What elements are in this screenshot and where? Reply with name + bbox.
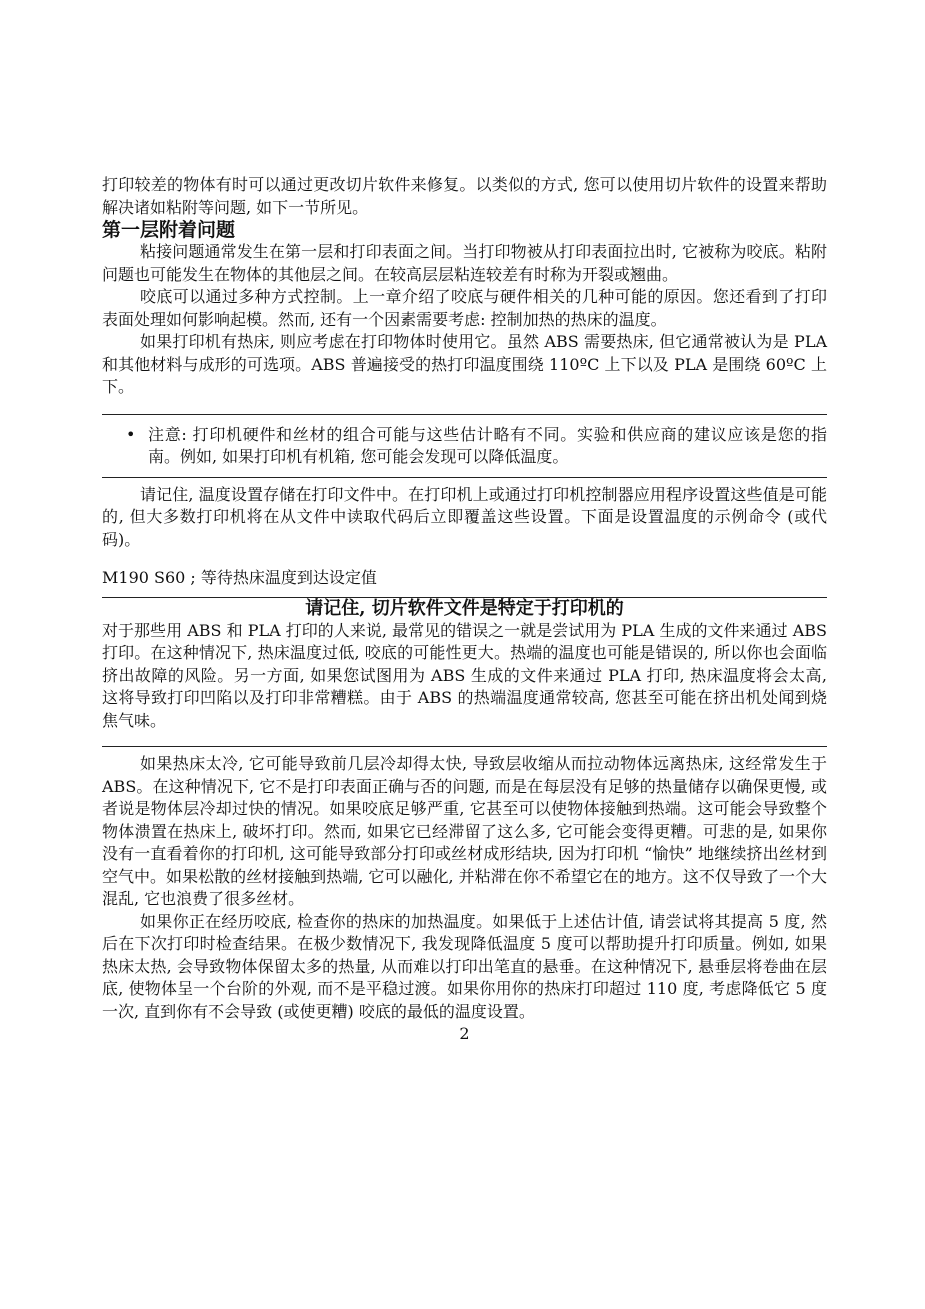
closing-paragraph-1: 如果热床太冷, 它可能导致前几层冷却得太快, 导致层收缩从而拉动物体远离热床, 这经常发生于 ABS。在这种情况下, 它不是打印表面正确与否的问题, 而是在每层没有足够的热量储存以确保更慢, 或者说是物体层冷却过快的情况。如果咬底足够严重, 它甚至可以使物体接触到热端。这可能会导致整个物体溃置在热床上, 破坏打印。然而, 如果它已经滞留了这么多, 它可能会变得更糟。可悲的是, 如果你没有一直看着你的打印机, 这可能导致部分打印或丝材成形结块, 因为打印机 “愉快” 地继续挤出丝材到空气中。如果松散的丝材接触到热端, 它可以融化, 并粘滞在你不希望它在的地方。这不仅导致了一个大混乱, 它也浪费了很多丝材。 xyxy=(102,754,827,908)
intro-paragraph: 打印较差的物体有时可以通过更改切片软件来修复。以类似的方式, 您可以使用切片软件的设置来帮助解决诸如粘附等问题, 如下一节所见。 xyxy=(102,175,827,217)
gcode-example: M190 S60 ; 等待热床温度到达设定值 xyxy=(102,568,377,587)
bullet-icon: • xyxy=(126,424,136,444)
note-box xyxy=(102,415,827,477)
callout-title: 请记住, 切片软件文件是特定于打印机的 xyxy=(305,597,624,619)
body-paragraph-1: 粘接问题通常发生在第一层和打印表面之间。当打印物被从打印表面拉出时, 它被称为咬底。粘附问题也可能发生在物体的其他层之间。在较高层层粘连较差有时称为开裂或翘曲。 xyxy=(102,242,827,284)
body-paragraph-3: 如果打印机有热床, 则应考虑在打印物体时使用它。虽然 ABS 需要热床, 但它通常被认为是 PLA 和其他材料与成形的可选项。ABS 普遍接受的热打印温度围绕 110ºC 上下以及 PLA 是围绕 60ºC 上下。 xyxy=(102,332,827,396)
page-number: 2 xyxy=(459,1024,470,1043)
settings-paragraph: 请记住, 温度设置存储在打印文件中。在打印机上或通过打印机控制器应用程序设置这些值是可能的, 但大多数打印机将在从文件中读取代码后立即覆盖这些设置。下面是设置温度的示例命令 (或代码)。 xyxy=(102,484,827,549)
document-page xyxy=(102,174,827,1045)
note-text: 注意: 打印机硬件和丝材的组合可能与这些估计略有不同。实验和供应商的建议应该是您的指南。例如, 如果打印机有机箱, 您可能会发现可以降低温度。 xyxy=(148,424,827,466)
callout-paragraph: 对于那些用 ABS 和 PLA 打印的人来说, 最常见的错误之一就是尝试用为 PLA 生成的文件来通过 ABS 打印。在这种情况下, 热床温度过低, 咬底的可能性更大。热端的温度也可能是错误的, 所以你也会面临挤出故障的风险。另一方面, 如果您试图用为 ABS 生成的文件来通过 PLA 打印, 热床温度将会太高, 这将导致打印凹陷以及打印非常糟糕。由于 ABS 的热端温度通常较高, 您甚至可能在挤出机处闻到烧焦气味。 xyxy=(102,620,827,730)
note-item xyxy=(126,424,827,469)
section-heading: 第一层附着问题 xyxy=(102,219,236,241)
note-list xyxy=(102,424,827,469)
body-paragraph-2: 咬底可以通过多种方式控制。上一章介绍了咬底与硬件相关的几种可能的原因。您还看到了打印表面处理如何影响起模。然而, 还有一个因素需要考虑: 控制加热的热床的温度。 xyxy=(102,287,827,329)
closing-paragraph-2: 如果你正在经历咬底, 检查你的热床的加热温度。如果低于上述估计值, 请尝试将其提高 5 度, 然后在下次打印时检查结果。在极少数情况下, 我发现降低温度 5 度可以帮助提升打印质量。例如, 如果热床太热, 会导致物体保留太多的热量, 从而难以打印出笔直的悬垂。在这种情况下, 悬垂层将卷曲在层底, 使物体呈一个台阶的外观, 而不是平稳过渡。如果你用你的热床打印超过 110 度, 考虑降低它 5 度一次, 直到你有不会导致 (或使更糟) 咬底的最低的温度设置。 xyxy=(102,911,827,1021)
